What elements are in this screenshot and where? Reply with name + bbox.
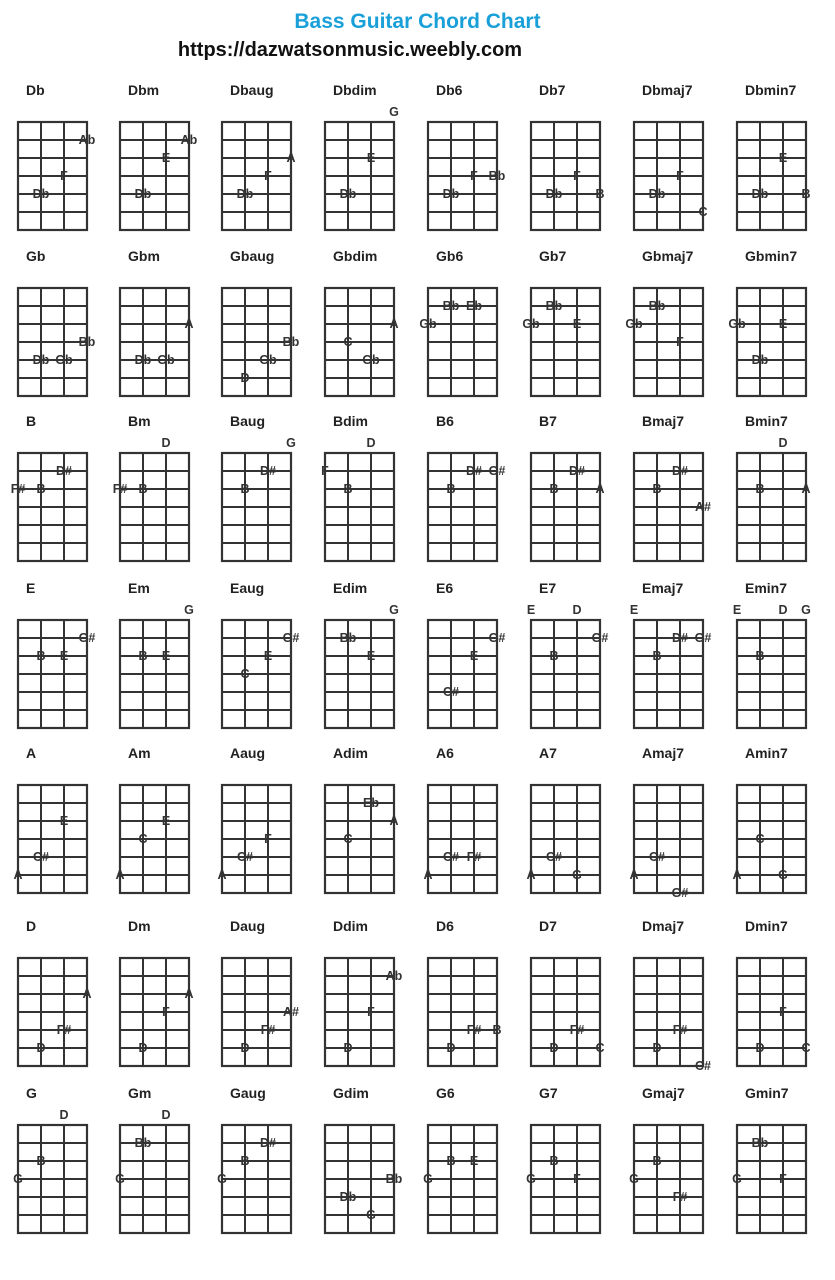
- chord-diagram-Bdim: [321, 413, 394, 561]
- note-label: E: [161, 814, 171, 828]
- note-label: B: [652, 482, 662, 496]
- chord-diagram-Amin7: [732, 745, 806, 893]
- note-label: E: [366, 151, 376, 165]
- chord-name: A7: [539, 745, 557, 761]
- note-label: F: [162, 1005, 170, 1019]
- note-label: G: [526, 1172, 536, 1186]
- note-label: G#: [282, 631, 300, 645]
- chord-diagram-Gm: [115, 1085, 189, 1233]
- note-label: C: [801, 1041, 811, 1055]
- chord-diagram-G: [13, 1085, 87, 1233]
- note-label: F: [264, 169, 272, 183]
- chord-name: Gbdim: [333, 248, 378, 264]
- chord-diagram-Aaug: [217, 745, 291, 893]
- note-label: A#: [283, 1005, 299, 1019]
- note-label: A: [217, 868, 227, 882]
- chord-name: B7: [539, 413, 557, 429]
- chord-diagram-Dmin7: [737, 918, 811, 1066]
- note-label: C#: [443, 850, 459, 864]
- chord-name: Gmin7: [745, 1085, 789, 1101]
- note-label: Bb: [282, 335, 300, 349]
- note-label: E: [526, 603, 536, 617]
- note-label: G: [13, 1172, 23, 1186]
- chord-name: Eaug: [230, 580, 265, 596]
- note-label: D: [446, 1041, 456, 1055]
- chord-diagram-Baug: [222, 413, 296, 561]
- note-label: G: [389, 603, 399, 617]
- chord-diagram-Gb6: [419, 248, 497, 396]
- note-label: F: [264, 832, 272, 846]
- note-label: B: [755, 482, 765, 496]
- note-label: Bb: [134, 1136, 152, 1150]
- chord-diagram-Dbmin7: [737, 82, 811, 230]
- chord-diagram-G6: [423, 1085, 497, 1233]
- note-label: C#: [33, 850, 49, 864]
- note-label: A: [801, 482, 811, 496]
- chord-name: Bm: [128, 413, 151, 429]
- note-label: Ab: [385, 969, 403, 983]
- note-label: Gb: [157, 353, 175, 367]
- chord-diagram-Gmaj7: [629, 1085, 703, 1233]
- chord-name: Gmaj7: [642, 1085, 685, 1101]
- note-label: G#: [671, 886, 689, 900]
- chord-diagram-Gbm: [120, 248, 194, 396]
- note-label: D#: [672, 631, 688, 645]
- note-label: B: [549, 1154, 559, 1168]
- chord-diagram-Emin7: [733, 580, 811, 728]
- note-label: B: [138, 482, 148, 496]
- chord-diagram-Dbmaj7: [634, 82, 708, 230]
- chord-diagram-Gb: [18, 248, 96, 396]
- note-label: Gb: [362, 353, 380, 367]
- chord-name: D7: [539, 918, 557, 934]
- chord-diagram-Dbm: [120, 82, 198, 230]
- chord-name: A: [26, 745, 37, 761]
- note-label: E: [572, 317, 582, 331]
- chord-name: Adim: [333, 745, 368, 761]
- note-label: Db: [134, 353, 152, 367]
- note-label: G: [217, 1172, 227, 1186]
- chord-diagram-Gbmin7: [728, 248, 806, 396]
- note-label: D: [161, 436, 171, 450]
- note-label: B: [240, 482, 250, 496]
- chord-diagram-Daug: [222, 918, 299, 1066]
- note-label: D#: [569, 464, 585, 478]
- note-label: Db: [32, 187, 50, 201]
- note-label: Db: [648, 187, 666, 201]
- note-label: Db: [545, 187, 563, 201]
- note-label: Bb: [385, 1172, 403, 1186]
- chord-name: Db6: [436, 82, 463, 98]
- chord-diagram-Am: [115, 745, 189, 893]
- note-label: B: [549, 482, 559, 496]
- note-label: B: [138, 649, 148, 663]
- chord-name: G6: [436, 1085, 455, 1101]
- note-label: C#: [695, 1059, 711, 1073]
- chord-name: Bmin7: [745, 413, 788, 429]
- note-label: Gb: [55, 353, 73, 367]
- note-label: Gb: [728, 317, 746, 331]
- chord-name: Gb7: [539, 248, 567, 264]
- chord-name: Dbaug: [230, 82, 274, 98]
- note-label: G: [115, 1172, 125, 1186]
- chord-diagram-Db: [18, 82, 96, 230]
- note-label: G#: [694, 631, 712, 645]
- note-label: G: [732, 1172, 742, 1186]
- note-label: Ab: [180, 133, 198, 147]
- chord-name: D: [26, 918, 37, 934]
- chord-name: Bdim: [333, 413, 368, 429]
- note-label: E: [59, 649, 69, 663]
- note-label: E: [161, 151, 171, 165]
- chord-name: Am: [128, 745, 151, 761]
- chord-diagram-A7: [526, 745, 600, 893]
- note-label: Bb: [488, 169, 506, 183]
- chord-diagram-Dbdim: [325, 82, 399, 230]
- note-label: Bb: [751, 1136, 769, 1150]
- note-label: B: [446, 482, 456, 496]
- note-label: F#: [112, 482, 128, 496]
- note-label: D#: [466, 464, 482, 478]
- chord-name: Dbmaj7: [642, 82, 693, 98]
- note-label: Db: [339, 187, 357, 201]
- chord-diagram-Dmaj7: [634, 918, 711, 1073]
- site-url: https://dazwatsonmusic.weebly.com: [177, 39, 523, 61]
- note-label: Gb: [522, 317, 540, 331]
- note-label: D: [59, 1108, 69, 1122]
- chord-name: Edim: [333, 580, 368, 596]
- chord-name: Amin7: [745, 745, 788, 761]
- note-label: F#: [56, 1023, 72, 1037]
- note-label: C: [755, 832, 765, 846]
- chord-name: Emin7: [745, 580, 788, 596]
- chord-name: Gbm: [128, 248, 160, 264]
- chord-name: Db7: [539, 82, 566, 98]
- chord-diagram-Adim: [325, 745, 399, 893]
- chord-name: Dbdim: [333, 82, 377, 98]
- note-label: G#: [591, 631, 609, 645]
- note-label: Db: [442, 187, 460, 201]
- chord-diagram-D: [18, 918, 92, 1066]
- note-label: C: [595, 1041, 605, 1055]
- note-label: D#: [672, 464, 688, 478]
- chord-name: Dmaj7: [642, 918, 685, 934]
- note-label: B: [492, 1023, 502, 1037]
- note-label: E: [59, 814, 69, 828]
- chord-name: Gbmaj7: [642, 248, 694, 264]
- note-label: Bb: [648, 299, 666, 313]
- chord-diagram-Eaug: [222, 580, 299, 728]
- note-label: A: [13, 868, 23, 882]
- note-label: G: [572, 868, 582, 882]
- note-label: F: [573, 1172, 581, 1186]
- chord-name: G7: [539, 1085, 558, 1101]
- note-label: C#: [443, 685, 459, 699]
- chord-diagram-B7: [531, 413, 605, 561]
- chord-name: E: [26, 580, 36, 596]
- note-label: Bb: [442, 299, 460, 313]
- note-label: B: [36, 1154, 46, 1168]
- note-label: D: [755, 1041, 765, 1055]
- chord-diagram-A: [13, 745, 87, 893]
- note-label: G: [366, 1208, 376, 1222]
- note-label: B: [343, 482, 353, 496]
- note-label: D: [778, 603, 788, 617]
- note-label: A: [389, 814, 399, 828]
- chord-diagram-Amaj7: [629, 745, 703, 900]
- note-label: Db: [32, 353, 50, 367]
- note-label: F: [779, 1172, 787, 1186]
- note-label: D: [549, 1041, 559, 1055]
- chord-diagram-E: [18, 580, 95, 728]
- note-label: B: [36, 482, 46, 496]
- note-label: G: [423, 1172, 433, 1186]
- chord-name: E6: [436, 580, 454, 596]
- note-label: F: [321, 464, 329, 478]
- note-label: A: [423, 868, 433, 882]
- note-label: A#: [695, 500, 711, 514]
- note-label: D: [366, 436, 376, 450]
- note-label: D: [778, 436, 788, 450]
- note-label: C: [343, 335, 353, 349]
- note-label: Db: [134, 187, 152, 201]
- chord-name: Gbmin7: [745, 248, 798, 264]
- note-label: A: [629, 868, 639, 882]
- chord-name: B: [26, 413, 37, 429]
- chord-diagram-Edim: [325, 580, 399, 728]
- note-label: G: [801, 603, 811, 617]
- chord-name: Bmaj7: [642, 413, 685, 429]
- chord-name: Gdim: [333, 1085, 369, 1101]
- note-label: D: [572, 603, 582, 617]
- note-label: F#: [260, 1023, 276, 1037]
- note-label: A: [732, 868, 742, 882]
- chord-name: Gb6: [436, 248, 464, 264]
- chord-diagram-D7: [531, 918, 605, 1066]
- note-label: E: [629, 603, 639, 617]
- note-label: Db: [751, 187, 769, 201]
- chord-diagram-Gdim: [325, 1085, 403, 1233]
- chord-name: Baug: [230, 413, 265, 429]
- chord-diagram-E6: [428, 580, 505, 728]
- note-label: F#: [569, 1023, 585, 1037]
- chord-diagram-Gbdim: [325, 248, 399, 396]
- note-label: Ab: [78, 133, 96, 147]
- note-label: Bb: [78, 335, 96, 349]
- chord-diagram-Ddim: [325, 918, 403, 1066]
- note-label: A: [82, 987, 92, 1001]
- note-label: G#: [78, 631, 96, 645]
- note-label: F#: [466, 1023, 482, 1037]
- note-label: Bb: [339, 631, 357, 645]
- chord-name: Dm: [128, 918, 151, 934]
- note-label: E: [161, 649, 171, 663]
- chord-diagram-E7: [527, 580, 609, 728]
- note-label: A: [595, 482, 605, 496]
- chord-diagram-Gaug: [217, 1085, 291, 1233]
- chord-diagram-Em: [120, 580, 194, 728]
- note-label: F: [573, 169, 581, 183]
- chord-diagram-A6: [423, 745, 497, 893]
- note-label: A: [526, 868, 536, 882]
- chord-diagram-G7: [526, 1085, 600, 1233]
- note-label: A: [184, 317, 194, 331]
- note-label: C#: [649, 850, 665, 864]
- chord-diagram-Dm: [120, 918, 194, 1066]
- chord-name: Dmin7: [745, 918, 788, 934]
- note-label: F: [470, 169, 478, 183]
- note-label: Gb: [625, 317, 643, 331]
- note-label: C: [343, 832, 353, 846]
- chord-name: B6: [436, 413, 454, 429]
- note-label: E: [469, 1154, 479, 1168]
- chord-diagram-Bm: [113, 413, 189, 561]
- chord-diagram-Db7: [531, 82, 605, 230]
- note-label: G#: [488, 631, 506, 645]
- note-label: B: [595, 187, 605, 201]
- note-label: D: [240, 371, 250, 385]
- note-label: C#: [546, 850, 562, 864]
- note-label: E: [263, 649, 273, 663]
- note-label: A: [184, 987, 194, 1001]
- note-label: Bb: [545, 299, 563, 313]
- note-label: F#: [672, 1023, 688, 1037]
- note-label: D#: [56, 464, 72, 478]
- chord-name: Gbaug: [230, 248, 275, 264]
- chord-name: Db: [26, 82, 45, 98]
- chord-diagram-Gbaug: [222, 248, 300, 396]
- note-label: C: [698, 205, 708, 219]
- note-label: E: [366, 649, 376, 663]
- note-label: C#: [237, 850, 253, 864]
- chord-name: D6: [436, 918, 454, 934]
- note-label: B: [801, 187, 811, 201]
- note-label: F: [676, 169, 684, 183]
- note-label: Eb: [466, 299, 482, 313]
- note-label: G#: [488, 464, 506, 478]
- chord-name: G: [26, 1085, 37, 1101]
- chord-diagram-Emaj7: [630, 580, 712, 728]
- chord-diagram-Gbmaj7: [625, 248, 703, 396]
- note-label: F: [367, 1005, 375, 1019]
- note-label: B: [755, 649, 765, 663]
- note-label: D: [161, 1108, 171, 1122]
- chord-name: Aaug: [230, 745, 265, 761]
- note-label: D: [36, 1041, 46, 1055]
- note-label: Gb: [259, 353, 277, 367]
- chord-diagram-Bmaj7: [634, 413, 711, 561]
- chord-name: E7: [539, 580, 557, 596]
- note-label: F: [779, 1005, 787, 1019]
- note-label: B: [652, 1154, 662, 1168]
- chord-name: Ddim: [333, 918, 368, 934]
- note-label: E: [469, 649, 479, 663]
- note-label: E: [732, 603, 742, 617]
- note-label: G: [778, 868, 788, 882]
- note-label: A: [115, 868, 125, 882]
- chord-name: Daug: [230, 918, 265, 934]
- chord-diagram-B: [11, 413, 87, 561]
- chord-diagram-Gmin7: [732, 1085, 806, 1233]
- note-label: Eb: [363, 796, 379, 810]
- note-label: G: [389, 105, 399, 119]
- note-label: Db: [751, 353, 769, 367]
- chord-name: A6: [436, 745, 454, 761]
- note-label: B: [240, 1154, 250, 1168]
- chord-diagram-D6: [428, 918, 502, 1066]
- page-title: Bass Guitar Chord Chart: [294, 10, 541, 33]
- note-label: B: [36, 649, 46, 663]
- note-label: D: [343, 1041, 353, 1055]
- note-label: B: [446, 1154, 456, 1168]
- chord-diagram-Bmin7: [737, 413, 811, 561]
- chord-name: Gb: [26, 248, 46, 264]
- note-label: G: [286, 436, 296, 450]
- note-label: C: [240, 667, 250, 681]
- note-label: D#: [260, 464, 276, 478]
- chord-name: Emaj7: [642, 580, 684, 596]
- note-label: Db: [236, 187, 254, 201]
- note-label: E: [778, 151, 788, 165]
- note-label: B: [549, 649, 559, 663]
- note-label: C: [138, 832, 148, 846]
- note-label: Gb: [419, 317, 437, 331]
- note-label: B: [652, 649, 662, 663]
- chord-diagram-B6: [428, 413, 505, 561]
- chord-diagram-Db6: [428, 82, 506, 230]
- note-label: Db: [339, 1190, 357, 1204]
- note-label: A: [286, 151, 296, 165]
- note-label: F#: [10, 482, 26, 496]
- chord-name: Gaug: [230, 1085, 266, 1101]
- note-label: D: [652, 1041, 662, 1055]
- note-label: G: [629, 1172, 639, 1186]
- chord-diagram-Dbaug: [222, 82, 296, 230]
- note-label: F#: [672, 1190, 688, 1204]
- note-label: G: [184, 603, 194, 617]
- note-label: F: [60, 169, 68, 183]
- chord-diagram-Gb7: [522, 248, 600, 396]
- chord-name: Dbm: [128, 82, 160, 98]
- chord-name: Em: [128, 580, 150, 596]
- note-label: D: [138, 1041, 148, 1055]
- note-label: A: [389, 317, 399, 331]
- note-label: F: [676, 335, 684, 349]
- note-label: D#: [260, 1136, 276, 1150]
- chord-name: Dbmin7: [745, 82, 797, 98]
- note-label: E: [778, 317, 788, 331]
- note-label: F#: [466, 850, 482, 864]
- chord-name: Gm: [128, 1085, 152, 1101]
- note-label: D: [240, 1041, 250, 1055]
- chord-name: Amaj7: [642, 745, 685, 761]
